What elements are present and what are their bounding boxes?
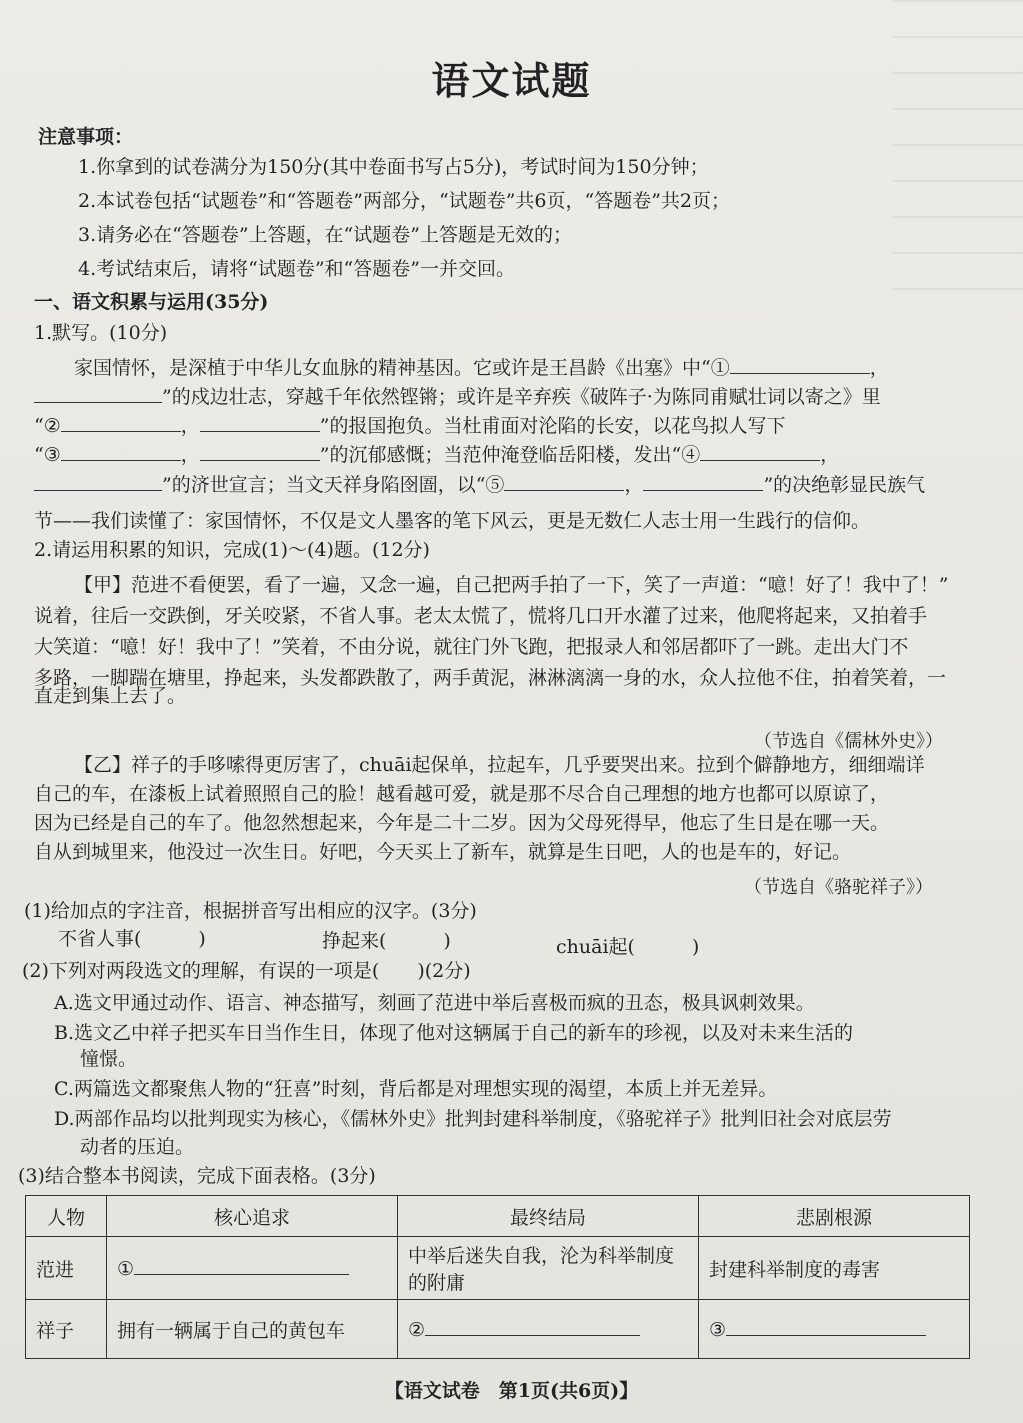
dictation-line-6: 节——我们读懂了：家国情怀，不仅是文人墨客的笔下风云，更是无数仁人志士用一生践行的信仰。 [34, 510, 871, 532]
table-cell: 拥有一辆属于自己的黄包车 [107, 1300, 398, 1359]
table-cell-blank[interactable]: ① [107, 1237, 398, 1300]
pinyin-item[interactable]: 不省人事( ) [58, 928, 206, 950]
question-2-label: 2.请运用积累的知识，完成(1)～(4)题。(12分) [34, 539, 430, 561]
table-cell: 封建科举制度的毒害 [699, 1237, 970, 1300]
table-cell-blank[interactable]: ③ [699, 1300, 970, 1359]
table-header-row [26, 1196, 970, 1237]
answer-blank[interactable] [61, 442, 181, 461]
bleed-through-shadow [893, 0, 1023, 300]
notice-heading: 注意事项： [38, 126, 134, 148]
section-heading: 一、语文积累与运用(35分) [34, 291, 269, 313]
dictation-line-5: ”的济世宣言；当文天祥身陷囹圄，以“⑤ ， ”的决绝彰显民族气 [34, 472, 925, 498]
answer-blank[interactable] [34, 472, 162, 491]
answer-blank[interactable] [61, 413, 181, 432]
answer-blank[interactable] [700, 442, 820, 461]
passage-jia-source: （节选自《儒林外史》） [754, 731, 943, 752]
subquestion-1-label: (1)给加点的字注音，根据拼音写出相应的汉字。(3分) [24, 900, 477, 922]
answer-blank[interactable] [200, 442, 320, 461]
passage-yi-line: 因为已经是自己的车了。他忽然想起来，今年是二十二岁。因为父母死得早，他忘了生日是在哪一天。 [34, 812, 890, 834]
pinyin-item[interactable]: 挣起来( ) [322, 930, 451, 952]
table-cell: 中举后迷失自我，沦为科举制度的附庸 [398, 1237, 699, 1300]
passage-yi-line: 自从到城里来，他没过一次生日。好吧，今天买上了新车，就算是生日吧，人的也是车的，好记。 [34, 841, 852, 863]
answer-blank[interactable] [200, 413, 320, 432]
table-row [26, 1237, 970, 1300]
table-header-cell: 悲剧根源 [699, 1196, 970, 1237]
option-b-cont: 憧憬。 [80, 1048, 138, 1070]
dictation-line-3: “② ， ”的报国抱负。当杜甫面对沦陷的长安，以花鸟拟人写下 [34, 415, 786, 437]
passage-jia-line: 多路，一脚踹在塘里，挣起来，头发都跌散了，两手黄泥，淋淋漓漓一身的水，众人拉他不住，拍着笑着，一 [34, 667, 947, 689]
notice-item: 2.本试卷包括“试题卷”和“答题卷”两部分，“试题卷”共6页，“答题卷”共2页； [78, 190, 731, 212]
passage-jia-line: 【甲】范进不看便罢，看了一遍，又念一遍，自己把两手拍了一下，笑了一声道：“噫！好了！我中了！” [74, 574, 949, 596]
option-d[interactable]: D.两部作品均以批判现实为核心，《儒林外史》批判封建科举制度，《骆驼祥子》批判旧社会对底层劳 [54, 1108, 892, 1130]
option-c[interactable]: C.两篇选文都聚焦人物的“狂喜”时刻，背后都是对理想实现的渴望，本质上并无差异。 [54, 1078, 778, 1100]
table-cell-blank[interactable]: ② [398, 1300, 699, 1359]
passage-yi-source: （节选自《骆驼祥子》） [744, 877, 933, 898]
option-b[interactable]: B.选文乙中祥子把买车日当作生日，体现了他对这辆属于自己的新车的珍视，以及对未来生活的 [54, 1022, 854, 1044]
table-cell: 范进 [26, 1237, 107, 1300]
dictation-line-2: ”的戍边壮志，穿越千年依然铿锵；或许是辛弃疾《破阵子·为陈同甫赋壮词以寄之》里 [34, 384, 881, 410]
option-a[interactable]: A.选文甲通过动作、语言、神态描写，刻画了范进中举后喜极而疯的丑态，极具讽刺效果。 [54, 992, 815, 1014]
table-header-cell: 人物 [26, 1196, 107, 1237]
answer-blank[interactable] [730, 355, 870, 374]
table-header-cell: 最终结局 [398, 1196, 699, 1237]
answer-blank[interactable] [643, 472, 763, 491]
notice-item: 1.你拿到的试卷满分为150分(其中卷面书写占5分)，考试时间为150分钟； [78, 156, 709, 178]
table-row [26, 1300, 970, 1359]
answer-blank[interactable] [34, 384, 162, 403]
page-footer: 【语文试卷 第1页(共6页)】 [384, 1380, 639, 1402]
table-header-cell: 核心追求 [107, 1196, 398, 1237]
passage-jia-line: 说着，往后一交跌倒，牙关咬紧，不省人事。老太太慌了，慌将几口开水灌了过来，他爬将起来，又拍着手 [34, 605, 928, 627]
question-1-label: 1.默写。(10分) [34, 322, 168, 344]
passage-yi-line: 【乙】祥子的手哆嗦得更厉害了，chuāi起保单，拉起车，几乎要哭出来。拉到个僻静地方，细细端详 [74, 754, 925, 776]
notice-item: 3.请务必在“答题卷”上答题，在“试题卷”上答题是无效的； [78, 224, 572, 246]
subquestion-3-label: (3)结合整本书阅读，完成下面表格。(3分) [18, 1165, 376, 1187]
passage-yi-line: 自己的车，在漆板上试着照照自己的脸！越看越可爱，就是那不尽合自己理想的地方也都可以原谅了， [34, 783, 890, 805]
pinyin-item[interactable]: chuāi起( ) [556, 936, 700, 958]
table-cell: 祥子 [26, 1300, 107, 1359]
option-d-cont: 动者的压迫。 [80, 1136, 195, 1158]
page-title: 语文试题 [431, 58, 592, 103]
passage-jia-line: 直走到集上去了。 [34, 685, 187, 707]
answer-blank[interactable] [504, 472, 624, 491]
answer-table [25, 1195, 970, 1359]
dictation-line-1: 家国情怀，是深植于中华儿女血脉的精神基因。它或许是王昌龄《出塞》中“① ， [74, 357, 889, 379]
notice-item: 4.考试结束后，请将“试题卷”和“答题卷”一并交回。 [78, 258, 515, 280]
subquestion-2-label: (2)下列对两段选文的理解，有误的一项是( )(2分) [22, 960, 471, 982]
dictation-line-4: “③ ， ”的沉郁感慨；当范仲淹登临岳阳楼，发出“④ ， [34, 444, 840, 466]
passage-jia-line: 大笑道：“噫！好！我中了！”笑着，不由分说，就往门外飞跑，把报录人和邻居都吓了一跳。走出大门不 [34, 636, 909, 658]
